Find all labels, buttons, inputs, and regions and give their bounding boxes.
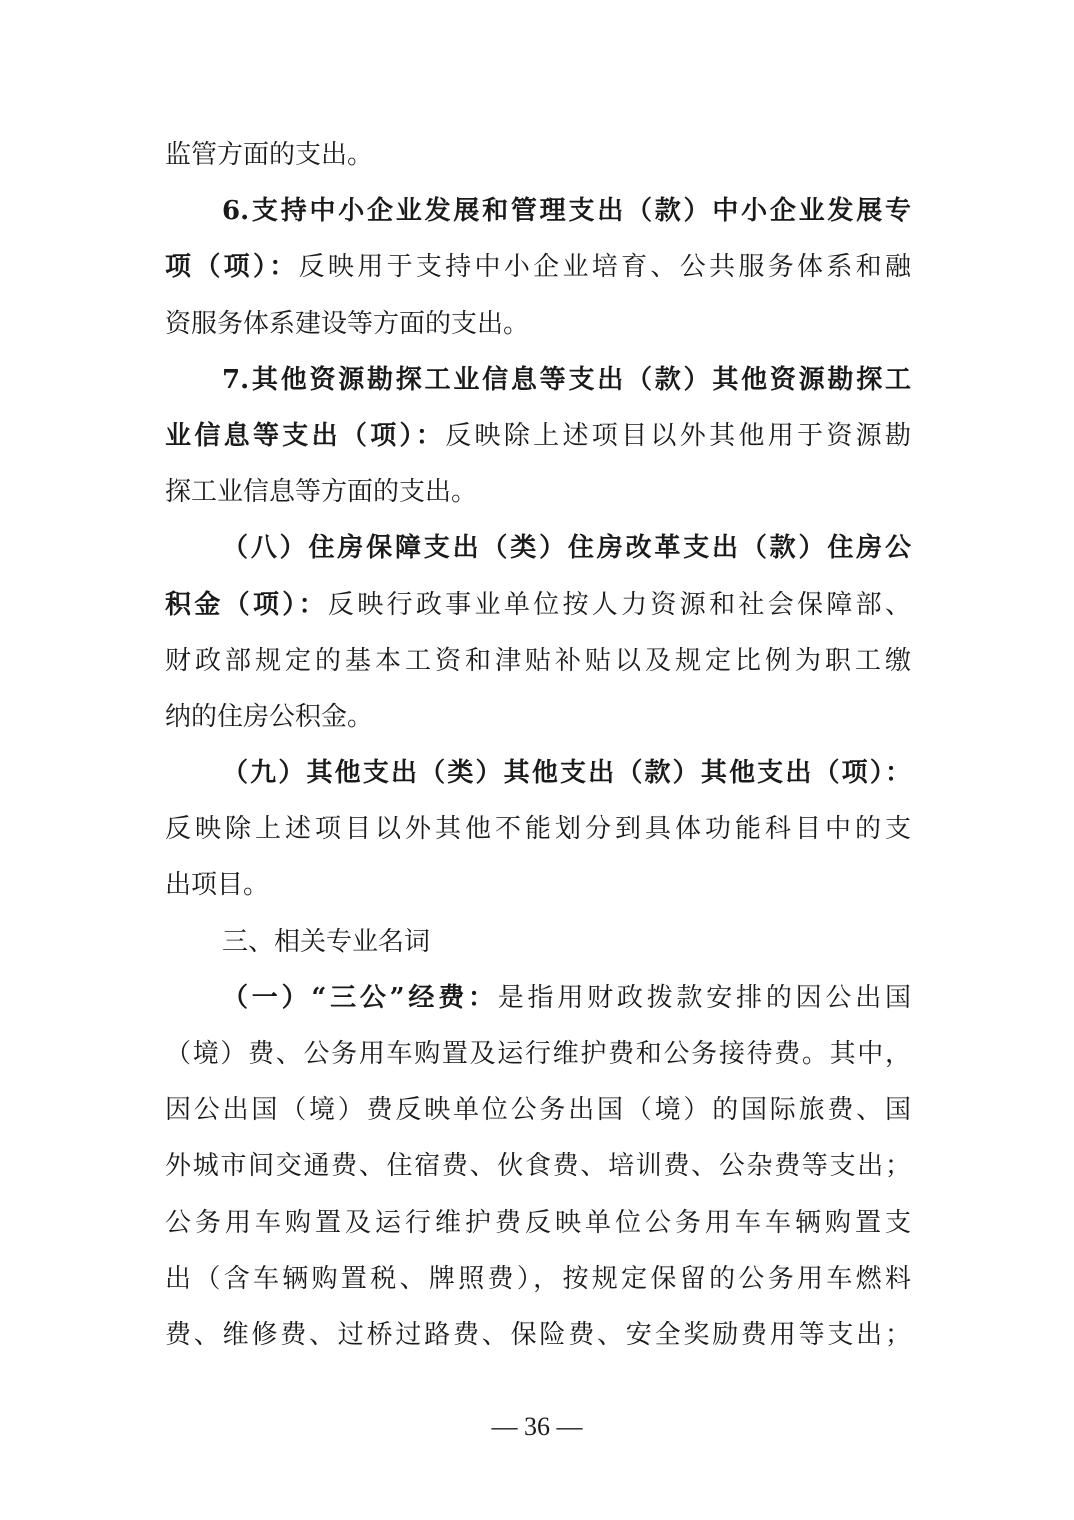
text-line [165, 914, 911, 970]
text-line [165, 408, 911, 464]
page-number: — 36 — [491, 1412, 583, 1441]
text-line [165, 1195, 911, 1251]
bold-heading-text: 积金（项）： [165, 589, 328, 620]
text-line [165, 1138, 911, 1194]
text-line [165, 857, 911, 913]
body-text: 出（含车辆购置税、牌照费），按规定保留的公务用车燃料 [165, 1263, 911, 1294]
body-text: 监管方面的支出。 [165, 140, 374, 170]
body-text: 资服务体系建设等方面的支出。 [165, 308, 530, 339]
text-line [165, 1026, 911, 1082]
bold-heading-text: （九）其他支出（类）其他支出（款）其他支出（项）： [222, 758, 911, 789]
bold-heading-text: 业信息等支出（项）： [165, 420, 446, 451]
bold-heading-text: 项（项）： [165, 252, 299, 283]
text-line [165, 183, 911, 239]
body-text: 三、相关专业名词 [222, 926, 431, 957]
text-line [165, 689, 911, 745]
body-text: 因公出国（境）费反映单位公务出国（境）的国际旅费、国 [165, 1095, 911, 1126]
body-text: 纳的住房公积金。 [165, 701, 374, 732]
text-line [165, 1251, 911, 1307]
text-line [165, 464, 911, 520]
body-text: 出项目。 [165, 870, 270, 901]
bold-heading-text: （一）“三公”经费： [222, 982, 498, 1013]
text-line [165, 127, 911, 183]
body-text: 费、维修费、过桥过路费、保险费、安全奖励费用等支出； [165, 1319, 911, 1350]
body-text: 外城市间交通费、住宿费、伙食费、培训费、公杂费等支出； [165, 1151, 911, 1182]
body-text: 反映除上述项目以外其他不能划分到具体功能科目中的支 [165, 814, 911, 845]
body-text: 反映用于支持中小企业培育、公共服务体系和融 [298, 252, 911, 283]
body-text: （境）费、公务用车购置及运行维护费和公务接待费。其中， [165, 1039, 911, 1069]
body-text: 探工业信息等方面的支出。 [165, 477, 478, 508]
text-line [165, 801, 911, 857]
body-text: 反映除上述项目以外其他用于资源勘 [445, 420, 911, 451]
text-line [165, 520, 911, 576]
text-line [165, 1307, 911, 1363]
body-text: 反映行政事业单位按人力资源和社会保障部、 [327, 589, 911, 620]
text-line [165, 352, 911, 408]
bold-heading-text: （八）住房保障支出（类）住房改革支出（款）住房公 [222, 533, 911, 564]
body-text: 财政部规定的基本工资和津贴补贴以及规定比例为职工缴 [165, 645, 911, 676]
text-line [165, 577, 911, 633]
bold-heading-text: 6.支持中小企业发展和管理支出（款）中小企业发展专 [222, 196, 911, 227]
text-line [165, 296, 911, 352]
text-line [165, 633, 911, 689]
text-line [165, 239, 911, 295]
body-text: 是指用财政拨款安排的因公出国 [497, 982, 911, 1013]
text-line [165, 1082, 911, 1138]
body-text: 公务用车购置及运行维护费反映单位公务用车车辆购置支 [165, 1207, 911, 1238]
text-line [165, 745, 911, 801]
text-line [165, 970, 911, 1026]
document-body [165, 127, 911, 1363]
bold-heading-text: 7.其他资源勘探工业信息等支出（款）其他资源勘探工 [222, 364, 911, 395]
